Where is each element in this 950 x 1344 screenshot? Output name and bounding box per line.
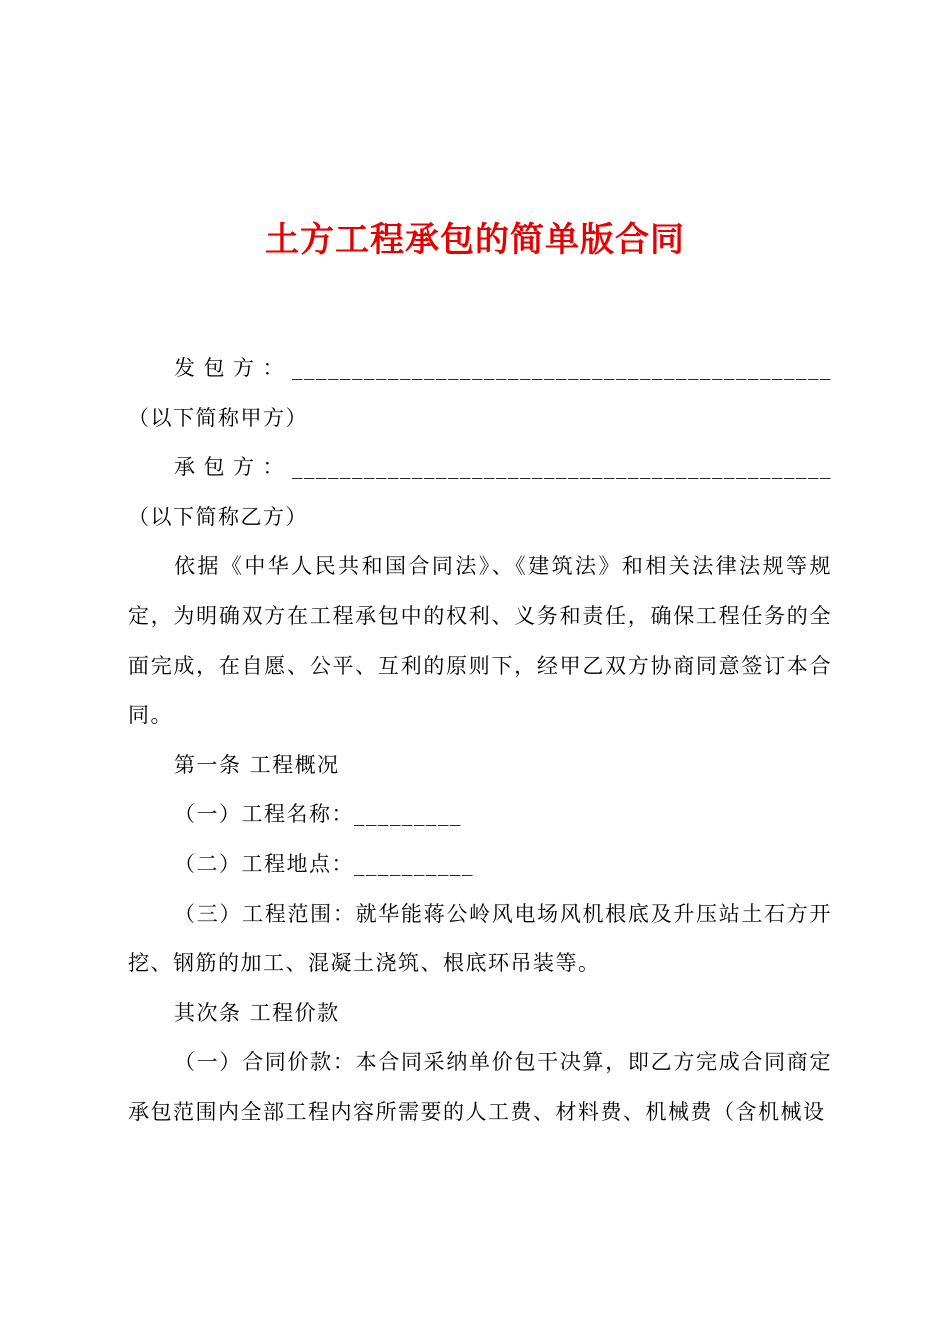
party-a-paragraph: 发包方：_____________________________________________（以下简称甲方） <box>128 356 832 430</box>
project-scope-paragraph: （三）工程范围：就华能蒋公岭风电场风机根底及升压站土石方开挖、钢筋的加工、混凝土浇筑、根底环吊装等。 <box>128 901 832 976</box>
project-name-line: （一）工程名称：_________ <box>174 802 462 827</box>
article-1-heading: 第一条 工程概况 <box>174 752 340 777</box>
document-body <box>128 344 832 1138</box>
preamble-paragraph: 依据《中华人民共和国合同法》、《建筑法》和相关法律法规等规定，为明确双方在工程承包中的权利、义务和责任，确保工程任务的全面完成，在自愿、公平、互利的原则下，经甲乙双方协商同意签订本合同。 <box>128 554 832 728</box>
contract-price-paragraph: （一）合同价款：本合同采纳单价包干决算，即乙方完成合同商定承包范围内全部工程内容所需要的人工费、材料费、机械费（含机械设 <box>128 1050 832 1124</box>
party-b-paragraph: 承包方：_____________________________________________（以下简称乙方） <box>128 455 832 529</box>
document-title: 土方工程承包的简单版合同 <box>265 220 685 260</box>
project-location-line: （二）工程地点：__________ <box>174 851 474 876</box>
article-2-heading: 其次条 工程价款 <box>174 1000 340 1025</box>
